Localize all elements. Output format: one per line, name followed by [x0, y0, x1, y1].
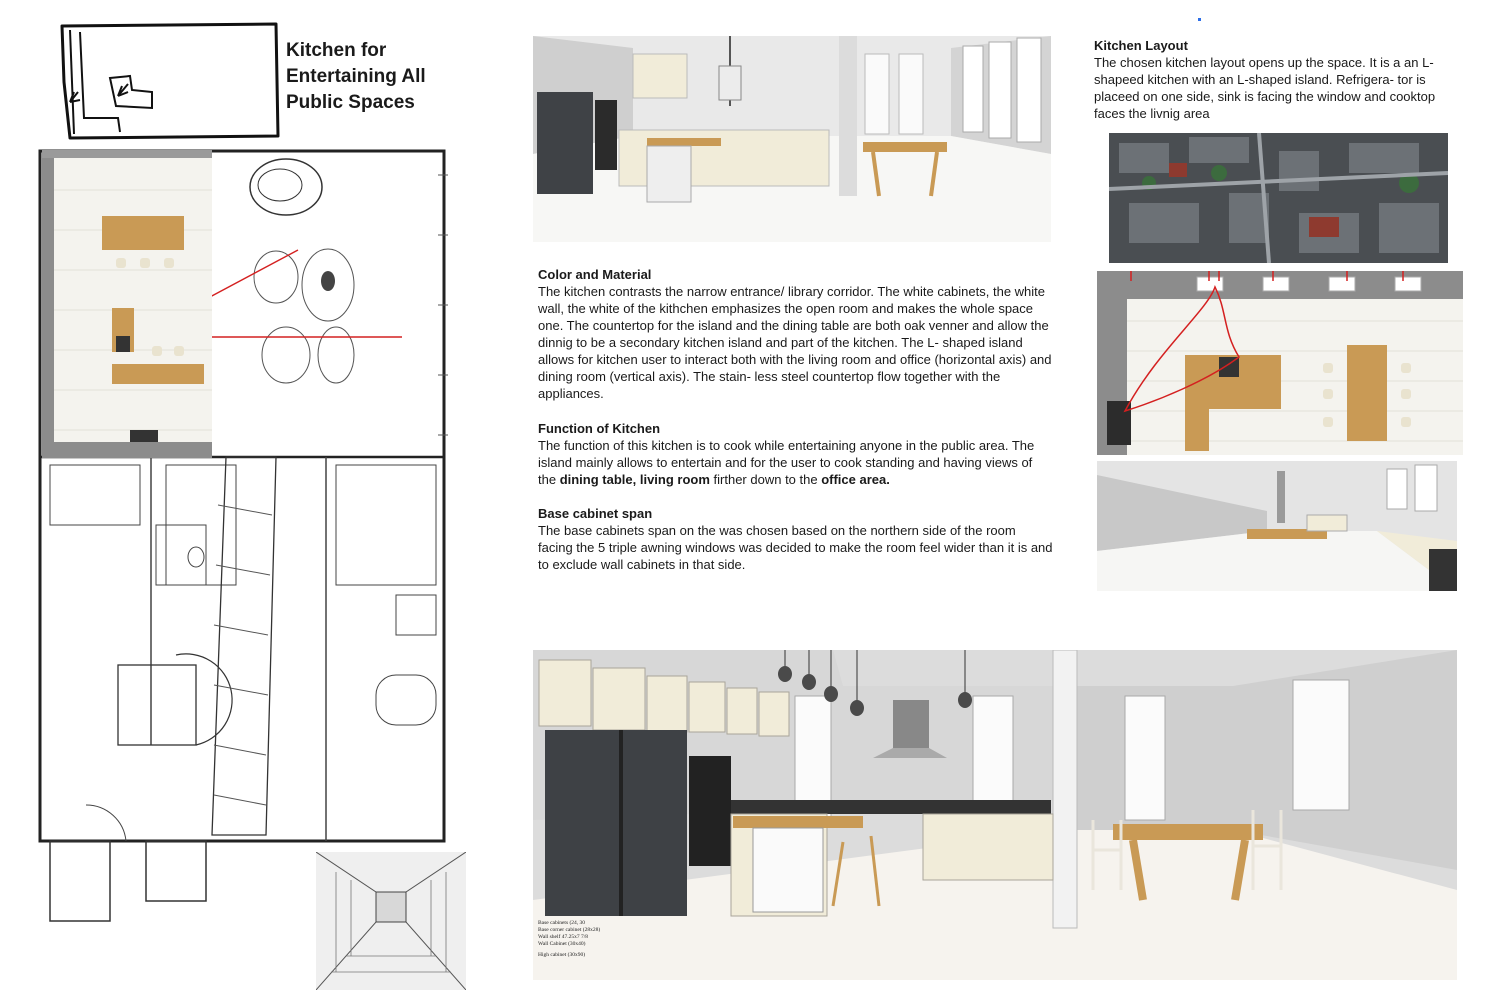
spec-line: High cabinet (30x90)	[538, 952, 586, 958]
title-concept-sketch	[58, 22, 280, 140]
spec-line: Wall shelf 47.25x7 7/8	[538, 934, 588, 940]
kitchen-plan-right	[1097, 271, 1463, 455]
kitchen-elevation-render	[533, 36, 1051, 242]
kitchen-layout-body: The chosen kitchen layout opens up the space. It is a an L- shapeed kitchen with an L-shaped island. Refrigera- tor is placeed on one side, sink is facing the window and cooktop faces the livnig area	[1094, 55, 1436, 121]
spec-line: Wall Cabinet (30x40)	[538, 941, 586, 947]
color-material-section	[538, 266, 1053, 402]
spec-line: Base corner cabinet (28x28)	[538, 927, 601, 933]
base-cabinet-body: The base cabinets span on the was chosen based on the northern side of the room facing the 5 triple awning windows was decided to make the room feel wider than it is and to exclude wall cabinets in that side.	[538, 523, 1053, 572]
color-material-body: The kitchen contrasts the narrow entrance/ library corridor. The white cabinets, the white wall, the white of the kithchen emphasizes the open room and makes the whole space one. The countertop for the island and the dining table are both oak venner and allow the dinnig to be a secondary kitchen island and part of the kitchen. The L- shaped island allows for kitchen user to interact both with the living room and office (horizontal axis) and dining room (vertical axis). The stain- less steel countertop flow together with the appliances.	[538, 284, 1052, 401]
function-heading: Function of Kitchen	[538, 421, 661, 436]
spec-line: Base cabinets (24, 30	[538, 920, 586, 926]
cabinet-spec-list	[538, 920, 600, 959]
kitchen-perspective-render	[533, 650, 1457, 980]
function-body: The function of this kitchen is to cook while entertaining anyone in the public area. The island mainly allows to entertain and for the user to cook standing and having views of the dining table, living room firther down to the office area.	[538, 438, 1035, 487]
kitchen-layout-heading: Kitchen Layout	[1094, 38, 1188, 53]
aerial-site-photo	[1109, 133, 1448, 263]
page-title: Kitchen for Entertaining All Public Spaces	[286, 40, 426, 113]
base-cabinet-heading: Base cabinet span	[538, 506, 653, 521]
function-section	[538, 420, 1053, 488]
kitchen-plan-render	[42, 150, 212, 458]
corridor-sketch	[316, 852, 466, 990]
base-cabinet-section	[538, 505, 1053, 573]
color-material-heading: Color and Material	[538, 267, 652, 282]
marker-dot	[1198, 18, 1201, 21]
kitchen-layout-section	[1094, 37, 1464, 122]
kitchen-perspective-right	[1097, 461, 1457, 591]
